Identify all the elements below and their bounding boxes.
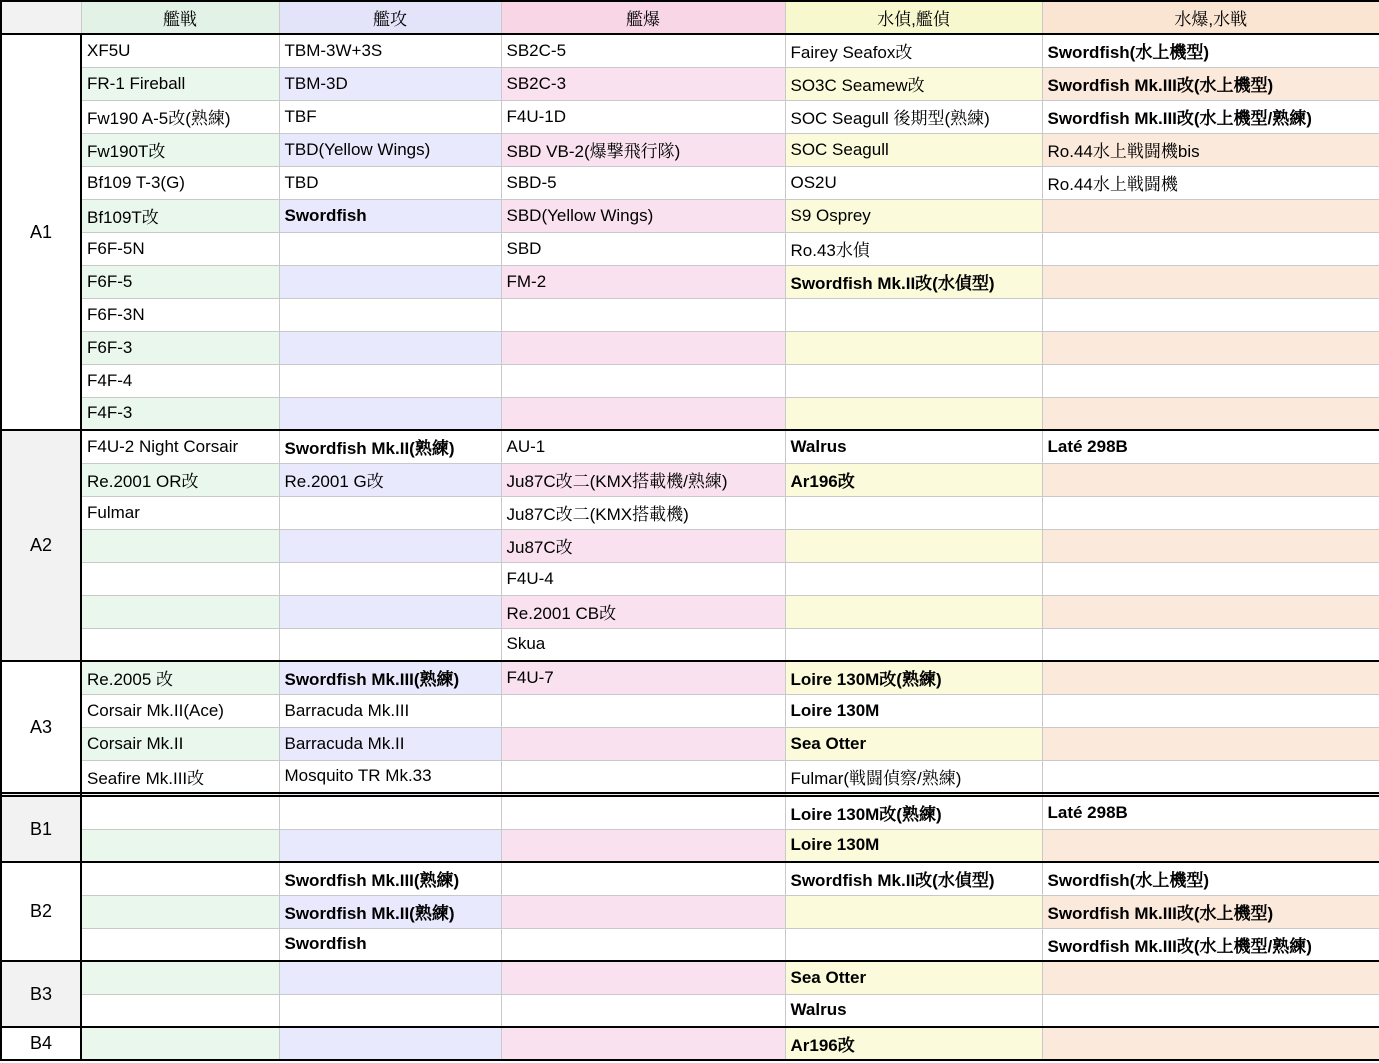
cell-A3-kansen: Seafire Mk.III改 [81,760,279,793]
cell-B2-kansen [81,928,279,961]
header-row [1,1,1379,34]
cell-A3-kankou: Barracuda Mk.II [279,727,501,760]
cell-A1-kansen: Bf109T改 [81,199,279,232]
table-row [1,232,1379,265]
cell-A2-suibaku-suisen [1042,595,1379,628]
cell-B2-kankou: Swordfish Mk.III(熟練) [279,862,501,895]
cell-B1-kansen [81,829,279,862]
cell-A1-kanbaku: SBD [501,232,785,265]
cell-A1-suitei-kantei: SOC Seagull 後期型(熟練) [785,100,1042,133]
cell-A1-kankou [279,232,501,265]
cell-B1-suitei-kantei: Loire 130M [785,829,1042,862]
cell-B4-suibaku-suisen [1042,1027,1379,1060]
cell-B1-kankou [279,796,501,829]
cell-A3-kansen: Corsair Mk.II(Ace) [81,694,279,727]
cell-A1-suitei-kantei: Swordfish Mk.II改(水偵型) [785,265,1042,298]
cell-A3-suibaku-suisen [1042,760,1379,793]
cell-A1-kanbaku: SB2C-3 [501,67,785,100]
cell-A3-kanbaku: F4U-7 [501,661,785,694]
table-row [1,67,1379,100]
cell-A2-kanbaku: F4U-4 [501,562,785,595]
column-header-kansen: 艦戦 [81,1,279,34]
cell-A2-suibaku-suisen: Laté 298B [1042,430,1379,463]
section-label-B3: B3 [1,961,81,1027]
cell-B3-suitei-kantei: Walrus [785,994,1042,1027]
table-row [1,829,1379,862]
cell-A1-suibaku-suisen [1042,265,1379,298]
table-row [1,34,1379,67]
table-row [1,100,1379,133]
table-row [1,562,1379,595]
cell-B3-suitei-kantei: Sea Otter [785,961,1042,994]
cell-A2-kanbaku: Skua [501,628,785,661]
cell-B3-kansen [81,961,279,994]
cell-A2-kansen [81,529,279,562]
cell-A2-kankou [279,562,501,595]
cell-A2-suitei-kantei [785,496,1042,529]
cell-B4-kansen [81,1027,279,1060]
cell-B4-kanbaku [501,1027,785,1060]
section-label-A2: A2 [1,430,81,661]
cell-B3-kansen [81,994,279,1027]
table-row [1,265,1379,298]
cell-B2-kansen [81,862,279,895]
cell-A1-suitei-kantei [785,364,1042,397]
cell-A1-kanbaku: SBD VB-2(爆撃飛行隊) [501,133,785,166]
table-row [1,1027,1379,1060]
cell-A3-suibaku-suisen [1042,694,1379,727]
table-row [1,895,1379,928]
cell-A1-kankou [279,397,501,430]
cell-A1-kankou: TBM-3W+3S [279,34,501,67]
cell-A3-suibaku-suisen [1042,727,1379,760]
cell-B2-kankou: Swordfish [279,928,501,961]
cell-A1-kanbaku [501,364,785,397]
cell-A1-suitei-kantei: SO3C Seamew改 [785,67,1042,100]
cell-A1-kanbaku: SBD-5 [501,166,785,199]
table-row [1,928,1379,961]
cell-B3-kankou [279,994,501,1027]
cell-B1-suitei-kantei: Loire 130M改(熟練) [785,796,1042,829]
table-row [1,298,1379,331]
cell-B1-kanbaku [501,796,785,829]
cell-A1-suitei-kantei: SOC Seagull [785,133,1042,166]
cell-A1-suitei-kantei: Ro.43水偵 [785,232,1042,265]
cell-B2-suitei-kantei [785,928,1042,961]
section-label-B4: B4 [1,1027,81,1060]
corner-cell [1,1,81,34]
table-row [1,595,1379,628]
cell-A1-kankou [279,298,501,331]
cell-B1-kanbaku [501,829,785,862]
cell-A1-suibaku-suisen [1042,331,1379,364]
cell-B1-kansen [81,796,279,829]
cell-A1-kansen: Fw190 A-5改(熟練) [81,100,279,133]
cell-A3-suitei-kantei: Loire 130M改(熟練) [785,661,1042,694]
cell-A3-kankou: Barracuda Mk.III [279,694,501,727]
cell-A1-suibaku-suisen [1042,397,1379,430]
table-row [1,166,1379,199]
column-header-kankou: 艦攻 [279,1,501,34]
cell-A1-suibaku-suisen: Swordfish Mk.III改(水上機型/熟練) [1042,100,1379,133]
cell-B4-kankou [279,1027,501,1060]
cell-A3-suitei-kantei: Fulmar(戦闘偵察/熟練) [785,760,1042,793]
cell-B1-kankou [279,829,501,862]
cell-B2-suibaku-suisen: Swordfish(水上機型) [1042,862,1379,895]
cell-A1-suibaku-suisen: Ro.44水上戦闘機bis [1042,133,1379,166]
cell-A1-kanbaku [501,331,785,364]
cell-A1-kansen: Bf109 T-3(G) [81,166,279,199]
table-row [1,496,1379,529]
cell-A2-kansen: Fulmar [81,496,279,529]
cell-A1-kanbaku [501,298,785,331]
cell-A2-kansen [81,595,279,628]
cell-A1-suitei-kantei [785,331,1042,364]
cell-A1-kankou [279,364,501,397]
cell-B2-kanbaku [501,862,785,895]
cell-A1-kansen: XF5U [81,34,279,67]
cell-A2-kankou [279,529,501,562]
cell-A1-kanbaku: SB2C-5 [501,34,785,67]
cell-A3-suibaku-suisen [1042,661,1379,694]
cell-A2-suitei-kantei: Ar196改 [785,463,1042,496]
cell-A1-kankou: TBD(Yellow Wings) [279,133,501,166]
cell-A1-suitei-kantei: OS2U [785,166,1042,199]
cell-A1-kansen: F6F-3 [81,331,279,364]
cell-B1-suibaku-suisen: Laté 298B [1042,796,1379,829]
cell-B3-suibaku-suisen [1042,994,1379,1027]
cell-A1-suibaku-suisen: Swordfish Mk.III改(水上機型) [1042,67,1379,100]
cell-A1-kankou: TBD [279,166,501,199]
cell-A1-kankou: TBF [279,100,501,133]
cell-A2-kankou: Re.2001 G改 [279,463,501,496]
cell-A2-kankou [279,496,501,529]
table-row [1,694,1379,727]
cell-A3-suitei-kantei: Sea Otter [785,727,1042,760]
cell-A1-kanbaku: F4U-1D [501,100,785,133]
cell-A2-kansen [81,628,279,661]
section-label-B1: B1 [1,796,81,862]
cell-A1-kansen: F6F-5 [81,265,279,298]
cell-A2-kanbaku: Ju87C改二(KMX搭載機) [501,496,785,529]
cell-B3-kankou [279,961,501,994]
cell-A2-kanbaku: AU-1 [501,430,785,463]
cell-A3-kanbaku [501,727,785,760]
cell-A1-suibaku-suisen [1042,298,1379,331]
cell-A2-suibaku-suisen [1042,562,1379,595]
section-label-B2: B2 [1,862,81,961]
cell-A1-kansen: Fw190T改 [81,133,279,166]
column-header-kanbaku: 艦爆 [501,1,785,34]
cell-A1-suitei-kantei [785,397,1042,430]
cell-A3-kansen: Corsair Mk.II [81,727,279,760]
cell-A2-suitei-kantei [785,628,1042,661]
table-body [1,34,1379,1060]
table-row [1,628,1379,661]
table-row [1,862,1379,895]
cell-A1-suibaku-suisen: Ro.44水上戦闘機 [1042,166,1379,199]
cell-A3-kanbaku [501,694,785,727]
cell-A2-kanbaku: Re.2001 CB改 [501,595,785,628]
cell-A1-kankou: TBM-3D [279,67,501,100]
cell-A2-kankou [279,628,501,661]
cell-B2-kanbaku [501,928,785,961]
table-header [1,1,1379,34]
cell-B1-suibaku-suisen [1042,829,1379,862]
table-row [1,796,1379,829]
cell-A3-kanbaku [501,760,785,793]
cell-A1-suitei-kantei: S9 Osprey [785,199,1042,232]
cell-A1-suibaku-suisen [1042,232,1379,265]
cell-B2-kansen [81,895,279,928]
cell-A1-kankou: Swordfish [279,199,501,232]
column-header-suitei-kantei: 水偵,艦偵 [785,1,1042,34]
table-row [1,463,1379,496]
cell-A2-suitei-kantei: Walrus [785,430,1042,463]
cell-B3-suibaku-suisen [1042,961,1379,994]
cell-A3-kankou: Mosquito TR Mk.33 [279,760,501,793]
cell-A1-kanbaku: FM-2 [501,265,785,298]
section-label-A1: A1 [1,34,81,430]
cell-A1-kansen: F6F-3N [81,298,279,331]
cell-A1-suibaku-suisen: Swordfish(水上機型) [1042,34,1379,67]
table-row [1,760,1379,793]
cell-A1-kankou [279,265,501,298]
cell-A2-suitei-kantei [785,562,1042,595]
cell-B2-kanbaku [501,895,785,928]
cell-A2-suibaku-suisen [1042,529,1379,562]
cell-A1-kankou [279,331,501,364]
cell-B2-kankou: Swordfish Mk.II(熟練) [279,895,501,928]
cell-A1-kanbaku [501,397,785,430]
table-row [1,727,1379,760]
cell-A3-suitei-kantei: Loire 130M [785,694,1042,727]
cell-A1-kansen: F6F-5N [81,232,279,265]
cell-A2-kanbaku: Ju87C改 [501,529,785,562]
cell-A2-suitei-kantei [785,529,1042,562]
cell-A2-kankou: Swordfish Mk.II(熟練) [279,430,501,463]
cell-B2-suitei-kantei [785,895,1042,928]
table-row [1,529,1379,562]
cell-A2-kansen [81,562,279,595]
table-row [1,397,1379,430]
cell-A2-suibaku-suisen [1042,463,1379,496]
table-row [1,661,1379,694]
table-row [1,961,1379,994]
cell-A1-suitei-kantei: Fairey Seafox改 [785,34,1042,67]
cell-B2-suibaku-suisen: Swordfish Mk.III改(水上機型) [1042,895,1379,928]
cell-A3-kansen: Re.2005 改 [81,661,279,694]
table-row [1,994,1379,1027]
section-label-A3: A3 [1,661,81,793]
cell-A1-kanbaku: SBD(Yellow Wings) [501,199,785,232]
cell-A1-kansen: F4F-3 [81,397,279,430]
cell-A1-suibaku-suisen [1042,199,1379,232]
cell-A1-suitei-kantei [785,298,1042,331]
cell-A2-kanbaku: Ju87C改二(KMX搭載機/熟練) [501,463,785,496]
cell-A1-kansen: FR-1 Fireball [81,67,279,100]
cell-A2-suitei-kantei [785,595,1042,628]
cell-B4-suitei-kantei: Ar196改 [785,1027,1042,1060]
cell-A1-kansen: F4F-4 [81,364,279,397]
table-row [1,430,1379,463]
cell-A2-kansen: F4U-2 Night Corsair [81,430,279,463]
table-row [1,331,1379,364]
table-row [1,364,1379,397]
cell-A2-suibaku-suisen [1042,496,1379,529]
column-header-suibaku-suisen: 水爆,水戦 [1042,1,1379,34]
cell-B3-kanbaku [501,994,785,1027]
cell-A2-kansen: Re.2001 OR改 [81,463,279,496]
cell-B2-suitei-kantei: Swordfish Mk.II改(水偵型) [785,862,1042,895]
cell-A2-kankou [279,595,501,628]
cell-A3-kankou: Swordfish Mk.III(熟練) [279,661,501,694]
cell-B2-suibaku-suisen: Swordfish Mk.III改(水上機型/熟練) [1042,928,1379,961]
table-row [1,199,1379,232]
table-row [1,133,1379,166]
cell-B3-kanbaku [501,961,785,994]
cell-A2-suibaku-suisen [1042,628,1379,661]
cell-A1-suibaku-suisen [1042,364,1379,397]
